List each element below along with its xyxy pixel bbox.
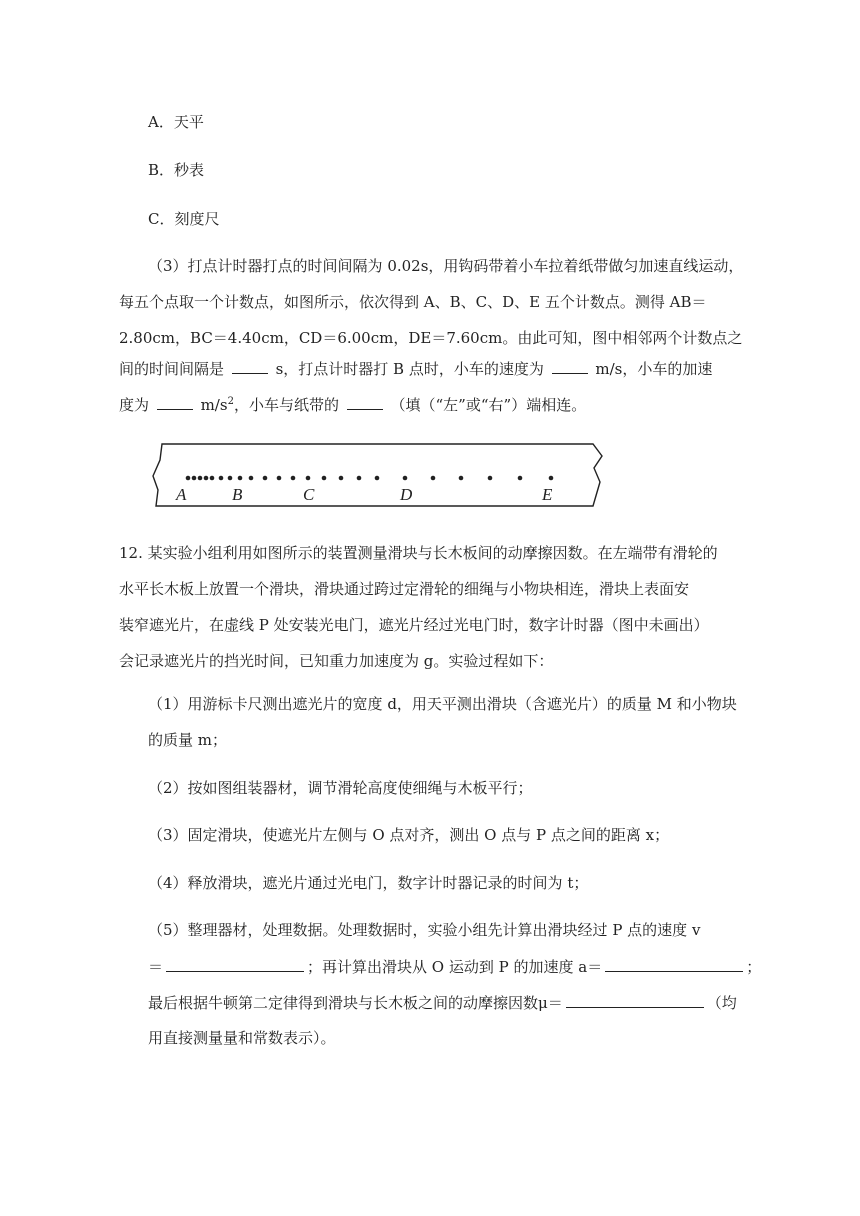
tape-dot — [263, 476, 268, 481]
q12-step1-line1: （1）用游标卡尺测出遮光片的宽度 d，用天平测出滑块（含遮光片）的质量 M 和小物块 — [148, 695, 737, 713]
tape-dot — [357, 476, 362, 481]
tape-dot — [518, 476, 523, 481]
tape-dot — [291, 476, 296, 481]
option-b: B．秒表 — [148, 161, 205, 179]
q12-line3: 装窄遮光片，在虚线 P 处安装光电门，遮光片经过光电门时，数字计时器（图中未画出） — [119, 616, 709, 634]
q12-step5-line4: 用直接测量量和常数表示）。 — [148, 1029, 336, 1047]
tape-outline — [153, 444, 602, 506]
option-c: C．刻度尺 — [148, 210, 220, 228]
tape-dot — [459, 476, 464, 481]
tape-dot — [322, 476, 327, 481]
tape-dot — [219, 476, 224, 481]
part3-line1: （3）打点计时器打点的时间间隔为 0.02s，用钩码带着小车拉着纸带做匀加速直线运动， — [148, 257, 744, 275]
q12-step5-semicolon: ； — [746, 958, 762, 976]
part3-line5-unit: m/s — [200, 396, 228, 414]
part3-line3: 2.80cm，BC＝4.40cm，CD＝6.00cm，DE＝7.60cm。由此可知，图中相邻两个计数点之 — [119, 329, 743, 347]
tape-dot — [204, 476, 209, 481]
q12-step4: （4）释放滑块，遮光片通过光电门，数字计时器记录的时间为 t； — [148, 874, 589, 892]
tape-label-e: E — [542, 485, 553, 504]
answer-blank-mu[interactable] — [566, 992, 704, 1008]
q12-step5-text-a: ；再计算出滑块从 O 运动到 P 的加速度 a＝ — [307, 958, 603, 976]
option-a: A．天平 — [148, 113, 204, 131]
q12-step5-text-jun: （均 — [706, 994, 737, 1012]
tape-dot — [192, 476, 197, 481]
q12-step2: （2）按如图组装器材，调节滑轮高度使细绳与木板平行； — [148, 779, 533, 797]
part3-line4-text-a: 间的时间间隔是 — [119, 360, 225, 378]
answer-blank-end[interactable] — [347, 394, 383, 410]
q12-step3: （3）固定滑块，使遮光片左侧与 O 点对齐，测出 O 点与 P 点之间的距离 x； — [148, 826, 670, 844]
part3-line5-text-a: 度为 — [119, 396, 150, 414]
tape-dot — [306, 476, 311, 481]
tape-dot — [277, 476, 282, 481]
paper-tape-figure — [148, 438, 608, 508]
q12-line2: 水平长木板上放置一个滑块，滑块通过跨过定滑轮的细绳与小物块相连，滑块上表面安 — [119, 580, 690, 598]
part3-line5-text-c: ，小车与纸带的 — [233, 396, 339, 414]
tape-dot — [249, 476, 254, 481]
q12-step5-eq-v: ＝ — [148, 958, 164, 976]
answer-blank-velocity[interactable] — [552, 358, 588, 374]
part3-line4-text-b: s，打点计时器打 B 点时，小车的速度为 — [275, 360, 544, 378]
answer-blank-v[interactable] — [166, 956, 304, 972]
tape-label-b: B — [232, 485, 243, 504]
part3-line5-text-d: （填（“左”或“右”）端相连。 — [390, 396, 587, 414]
tape-label-a: A — [176, 485, 187, 504]
tape-dot — [488, 476, 493, 481]
answer-blank-acceleration[interactable] — [157, 394, 193, 410]
q12-step5-line1: （5）整理器材，处理数据。处理数据时，实验小组先计算出滑块经过 P 点的速度 v — [148, 921, 701, 939]
part3-line2: 每五个点取一个计数点，如图所示，依次得到 A、B、C、D、E 五个计数点。测得 AB＝ — [119, 293, 707, 311]
tape-dot — [198, 476, 203, 481]
tape-dot — [403, 476, 408, 481]
tape-dot — [431, 476, 436, 481]
q12-line1: 12. 某实验小组利用如图所示的装置测量滑块与长木板间的动摩擦因数。在左端带有滑轮的 — [119, 544, 718, 562]
tape-label-c: C — [303, 485, 315, 504]
answer-blank-a[interactable] — [605, 956, 743, 972]
part3-line5-sup: 2 — [227, 396, 234, 407]
tape-dot — [210, 476, 215, 481]
tape-dot — [238, 476, 243, 481]
answer-blank-interval[interactable] — [232, 358, 268, 374]
tape-dots — [186, 476, 554, 481]
part3-line4 — [119, 358, 712, 379]
part3-line5 — [119, 394, 586, 415]
q12-line4: 会记录遮光片的挡光时间，已知重力加速度为 g。实验过程如下： — [119, 652, 554, 670]
tape-dot — [228, 476, 233, 481]
tape-dot — [186, 476, 191, 481]
q12-step5-text-mu: 最后根据牛顿第二定律得到滑块与长木板之间的动摩擦因数μ＝ — [148, 994, 563, 1012]
tape-dot — [549, 476, 554, 481]
tape-label-d: D — [400, 485, 413, 504]
q12-step5-line3 — [148, 992, 737, 1013]
part3-line4-text-c: m/s，小车的加速 — [595, 360, 713, 378]
q12-step5-line2 — [148, 956, 761, 977]
q12-step1-line2: 的质量 m； — [148, 731, 227, 749]
tape-dot — [375, 476, 380, 481]
tape-dot — [339, 476, 344, 481]
